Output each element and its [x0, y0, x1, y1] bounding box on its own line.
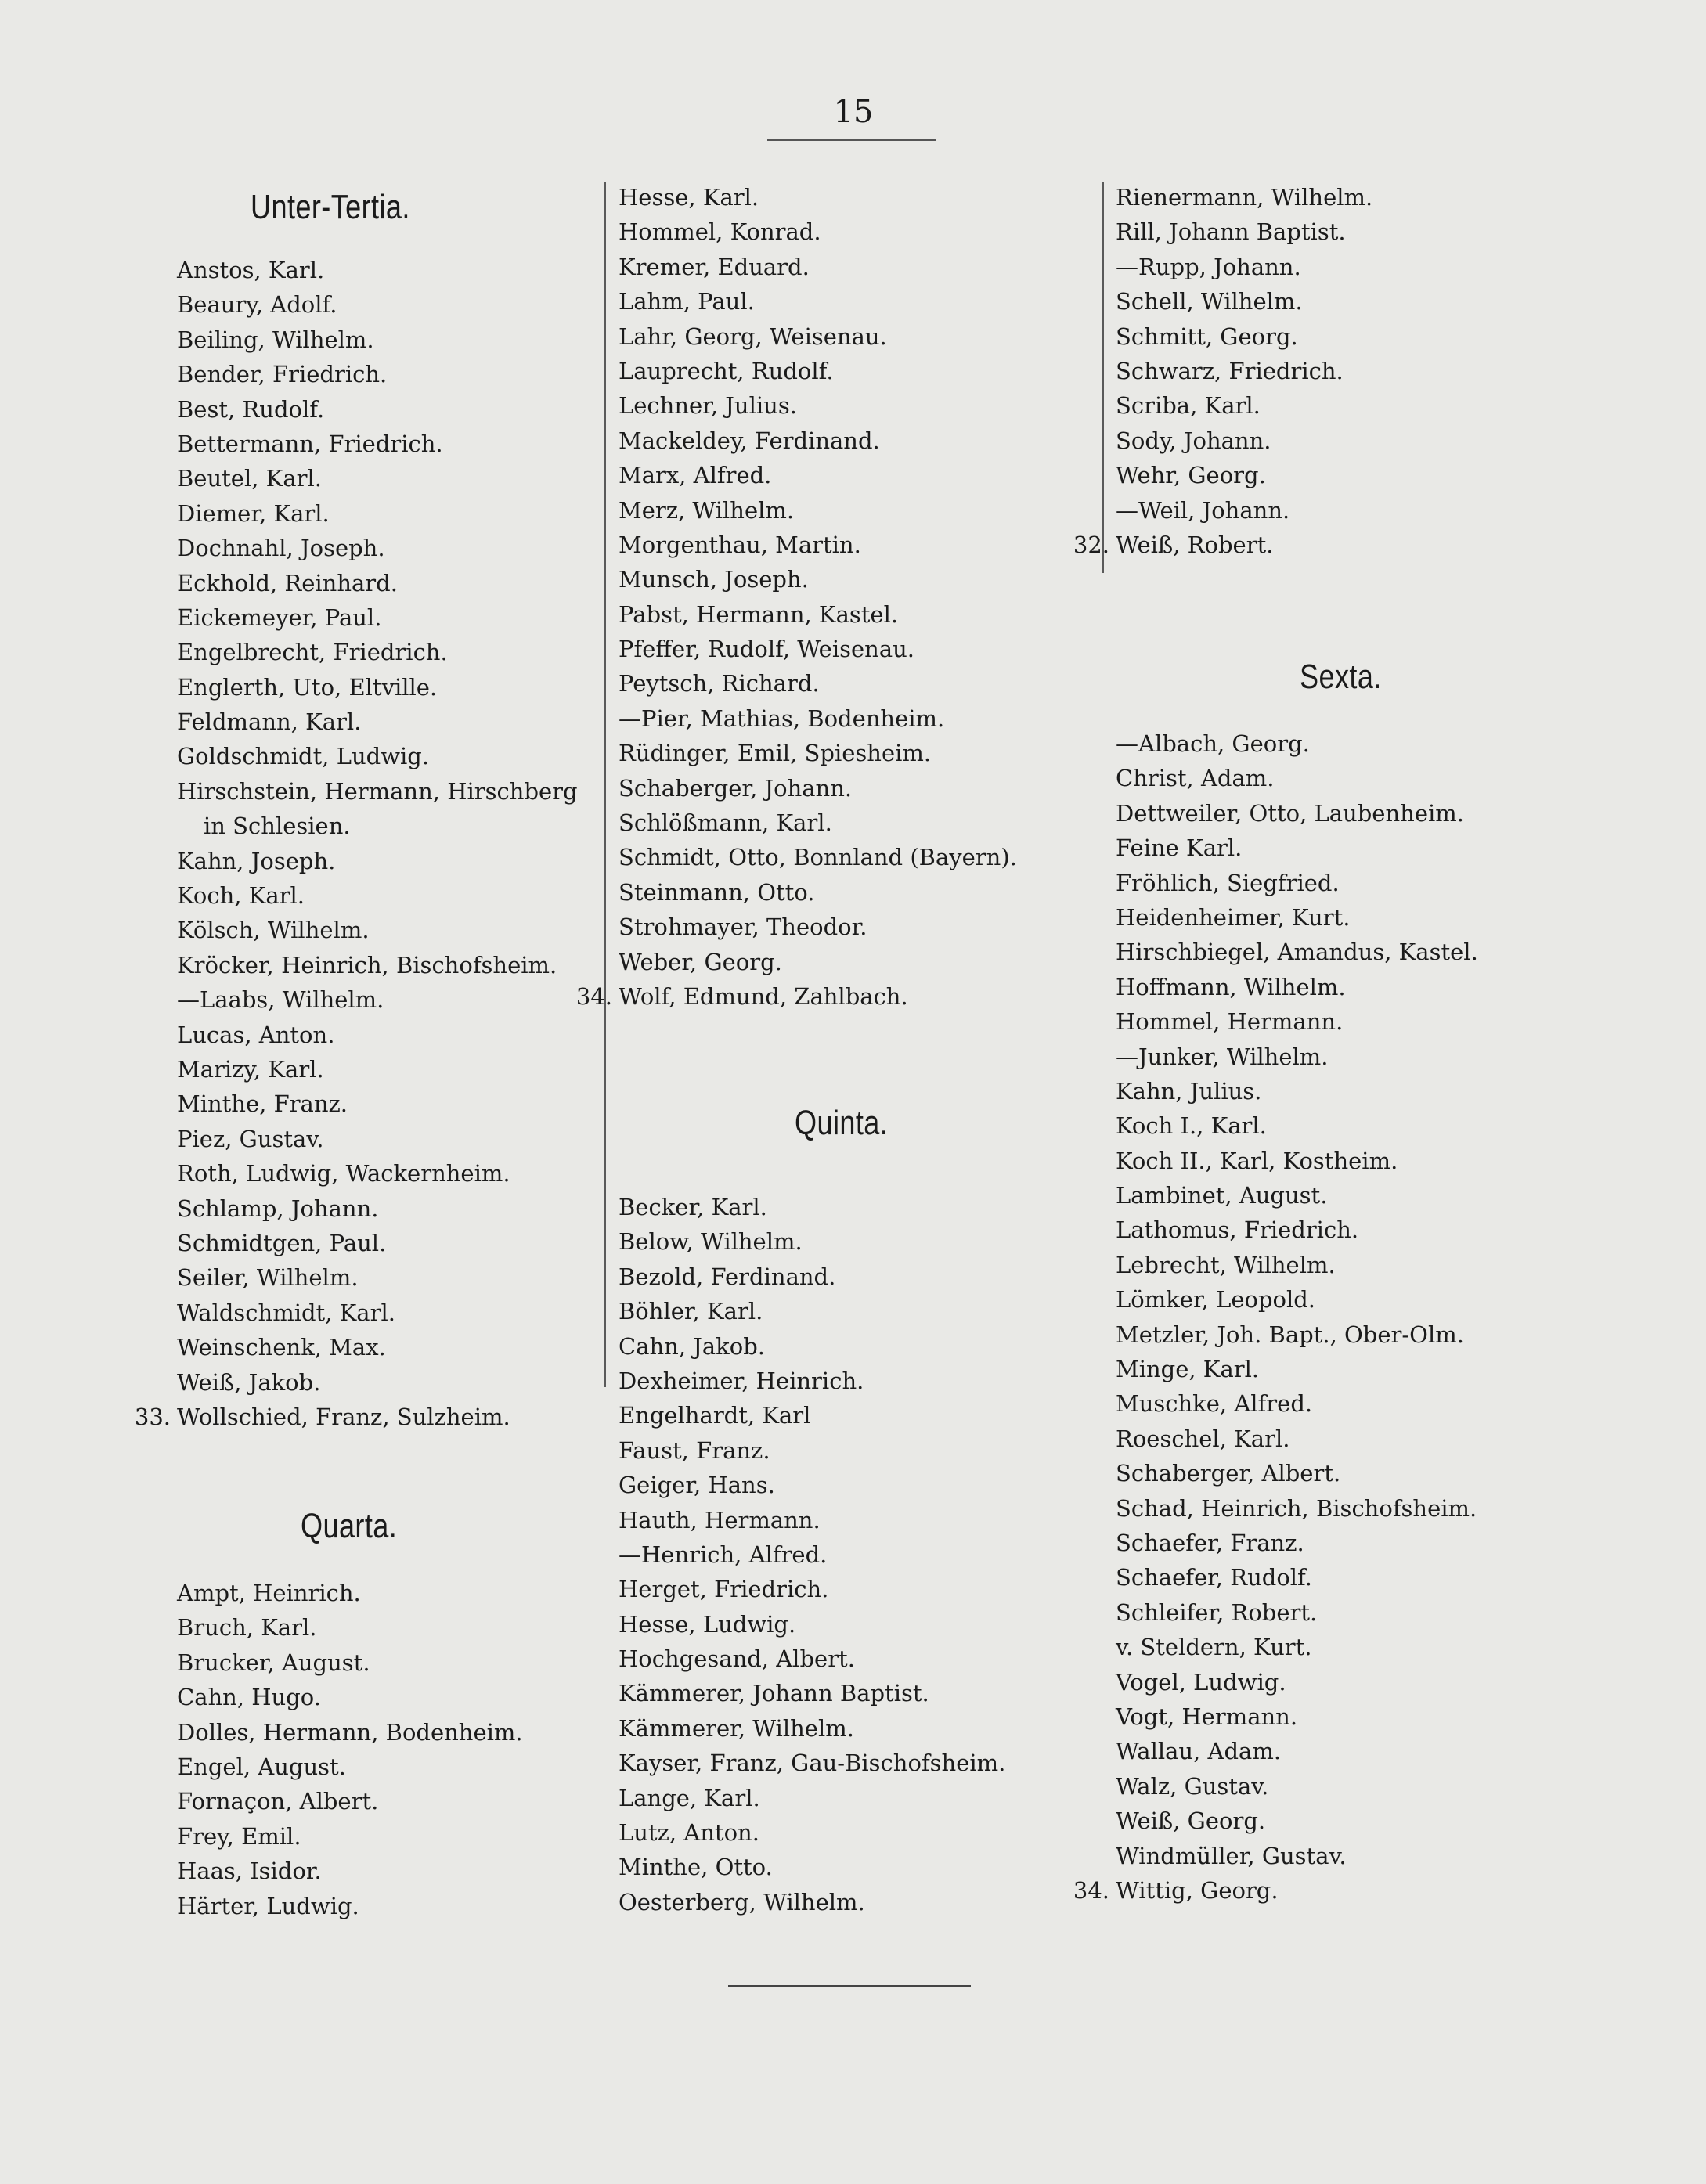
list-item: [567, 1572, 1037, 1606]
student-name: Schmidt, Otto, Bonnland (Bayern).: [619, 844, 1017, 871]
list-item: [1064, 1526, 1534, 1560]
student-name: Cahn, Hugo.: [177, 1684, 321, 1711]
list-item: [567, 1398, 1037, 1433]
list-item: [567, 1468, 1037, 1502]
list-item: [125, 1784, 595, 1818]
list-item: [125, 1750, 595, 1784]
student-name: Wehr, Georg.: [1116, 462, 1266, 489]
list-item: [125, 1365, 595, 1400]
list-item: [1064, 1386, 1534, 1421]
student-name: Kahn, Julius.: [1116, 1077, 1262, 1105]
student-name: Lahr, Georg, Weisenau.: [619, 323, 887, 350]
student-name: Weiß, Robert.: [1116, 531, 1274, 558]
list-item: [567, 388, 1037, 423]
student-name: Englerth, Uto, Eltville.: [177, 673, 438, 701]
list-item: [1064, 1074, 1534, 1108]
list-item: [125, 739, 595, 773]
student-name: Eickemeyer, Paul.: [177, 604, 382, 631]
student-name: Dochnahl, Joseph.: [177, 535, 385, 562]
list-item: [1064, 1873, 1534, 1908]
student-name: Marx, Alfred.: [619, 462, 772, 489]
list-item: [567, 458, 1037, 492]
student-name: Ampt, Heinrich.: [177, 1580, 361, 1606]
list-item: [1064, 354, 1534, 388]
student-name: Below, Wilhelm.: [619, 1228, 803, 1256]
section-title-quinta: Quinta.: [795, 1104, 889, 1142]
student-name: Feldmann, Karl.: [177, 708, 362, 736]
list-item: [125, 1715, 595, 1750]
student-name: Weiß, Georg.: [1116, 1807, 1266, 1835]
list-item: [567, 1676, 1037, 1710]
list-item: [1064, 1665, 1534, 1699]
list-item: [567, 666, 1037, 701]
list-item: [125, 670, 595, 705]
student-name: Rüdinger, Emil, Spiesheim.: [619, 740, 932, 767]
student-name: Bezold, Ferdinand.: [619, 1263, 836, 1290]
list-item: [125, 1191, 595, 1226]
student-name: Geiger, Hans.: [619, 1472, 775, 1499]
list-item: [125, 566, 595, 600]
list-item: [1064, 423, 1534, 458]
entry-count: 34.: [575, 982, 612, 1010]
student-name: Rill, Johann Baptist.: [1116, 218, 1346, 246]
list-item: [567, 354, 1037, 388]
student-name: Piez, Gustav.: [177, 1125, 324, 1152]
student-name: Schlößmann, Karl.: [619, 809, 832, 837]
student-name: Faust, Franz.: [619, 1436, 770, 1464]
student-name: Beutel, Karl.: [177, 465, 322, 492]
name-list-unter-tertia: [125, 253, 595, 1434]
student-name: Schlamp, Johann.: [177, 1195, 379, 1222]
list-item: [1064, 1144, 1534, 1178]
list-item: [1064, 831, 1534, 865]
student-name: Herget, Friedrich.: [619, 1576, 829, 1603]
student-name: Schwarz, Friedrich.: [1116, 357, 1344, 384]
list-item: [567, 840, 1037, 874]
list-item: [567, 736, 1037, 770]
student-name: Scriba, Karl.: [1116, 392, 1261, 420]
student-name: Bruch, Karl.: [177, 1614, 317, 1642]
list-item: [567, 1815, 1037, 1850]
list-item: [125, 427, 595, 461]
student-name: Lange, Karl.: [619, 1784, 760, 1811]
list-item: [125, 1156, 595, 1191]
student-name: Kröcker, Heinrich, Bischofsheim.: [177, 951, 557, 978]
name-list-quarta-continued: [1064, 180, 1534, 562]
student-name: Mackeldey, Ferdinand.: [619, 427, 880, 454]
student-name: Lömker, Leopold.: [1116, 1286, 1316, 1314]
list-item: [1064, 1560, 1534, 1595]
student-name: Roth, Ludwig, Wackernheim.: [177, 1160, 510, 1188]
student-name: Koch, Karl.: [177, 882, 305, 910]
student-name: Vogt, Hermann.: [1116, 1703, 1298, 1730]
student-name: Schleifer, Robert.: [1116, 1598, 1318, 1626]
student-name: Dolles, Hermann, Bodenheim.: [177, 1718, 523, 1746]
student-name: Schmitt, Georg.: [1116, 323, 1298, 350]
list-item: [1064, 319, 1534, 354]
student-name: Marizy, Karl.: [177, 1055, 324, 1083]
list-item: [1064, 796, 1534, 831]
list-item: [125, 392, 595, 427]
student-name: Schaefer, Franz.: [1116, 1529, 1304, 1556]
list-item: [125, 1122, 595, 1156]
student-name: Hochgesand, Albert.: [619, 1645, 855, 1673]
list-item: [125, 1400, 595, 1434]
entry-count: 33.: [134, 1403, 171, 1430]
list-item: [567, 1190, 1037, 1224]
student-name: Hoffmann, Wilhelm.: [1116, 973, 1346, 1000]
student-name: Hauth, Hermann.: [619, 1506, 821, 1533]
student-name: Hommel, Hermann.: [1116, 1008, 1344, 1036]
list-item: [567, 319, 1037, 354]
student-name: Schmidtgen, Paul.: [177, 1229, 387, 1256]
student-name: Kayser, Franz, Gau-Bischofsheim.: [619, 1750, 1006, 1777]
list-item: [567, 493, 1037, 528]
list-item: [125, 844, 595, 878]
student-name: Haas, Isidor.: [177, 1858, 322, 1885]
student-name: Kölsch, Wilhelm.: [177, 917, 370, 944]
student-name: Eckhold, Reinhard.: [177, 569, 398, 596]
student-name: Beaury, Adolf.: [177, 291, 337, 319]
student-name: Steinmann, Otto.: [619, 878, 815, 906]
student-name: Hommel, Konrad.: [619, 218, 821, 246]
student-name: v. Steldern, Kurt.: [1116, 1634, 1312, 1661]
list-item: [125, 809, 595, 843]
student-name: Bettermann, Friedrich.: [177, 430, 443, 457]
list-item: [567, 771, 1037, 805]
list-item: [125, 253, 595, 287]
name-list-ober-tertia-continued: [567, 180, 1037, 1014]
student-name: Minthe, Otto.: [619, 1854, 773, 1881]
student-name: Fornaçon, Albert.: [177, 1788, 379, 1815]
student-name: Feine Karl.: [1116, 834, 1243, 862]
list-item: [567, 1850, 1037, 1884]
student-name: Lebrecht, Wilhelm.: [1116, 1251, 1336, 1278]
student-name: Wolf, Edmund, Zahlbach.: [619, 982, 908, 1010]
student-name: —Pier, Mathias, Bodenheim.: [619, 705, 945, 732]
list-item: [1064, 1734, 1534, 1768]
list-item: [1064, 1595, 1534, 1630]
student-name: Best, Rudolf.: [177, 395, 325, 423]
student-name: Windmüller, Gustav.: [1116, 1842, 1347, 1869]
list-item: [125, 1819, 595, 1854]
list-item: [567, 1607, 1037, 1642]
list-item: [1064, 493, 1534, 528]
student-name: Seiler, Wilhelm.: [177, 1264, 359, 1292]
section-title-quarta: Quarta.: [301, 1507, 398, 1545]
student-name: Lambinet, August.: [1116, 1182, 1328, 1209]
list-item: [125, 982, 595, 1017]
list-item: [1064, 250, 1534, 284]
student-name: Koch II., Karl, Kostheim.: [1116, 1147, 1398, 1174]
student-name: Weiß, Jakob.: [177, 1368, 321, 1396]
student-name: Roeschel, Karl.: [1116, 1425, 1290, 1452]
list-item: [567, 1642, 1037, 1676]
student-name: Sody, Johann.: [1116, 427, 1271, 454]
student-name: Hesse, Ludwig.: [619, 1610, 796, 1638]
list-item: [1064, 1213, 1534, 1247]
student-name: Becker, Karl.: [619, 1194, 767, 1220]
list-item: [567, 1294, 1037, 1328]
student-name: Fröhlich, Siegfried.: [1116, 869, 1340, 896]
name-list-sexta: [1064, 726, 1534, 1908]
list-item: [567, 805, 1037, 840]
student-name: Diemer, Karl.: [177, 499, 330, 527]
list-item: [1064, 458, 1534, 492]
student-name: Wallau, Adam.: [1116, 1738, 1282, 1765]
list-item: [1064, 726, 1534, 761]
name-list-quarta: [125, 1576, 595, 1923]
student-name: —Laabs, Wilhelm.: [177, 986, 384, 1014]
list-item: [567, 979, 1037, 1014]
list-item: [567, 1781, 1037, 1815]
student-name: Muschke, Alfred.: [1116, 1390, 1313, 1418]
student-name: Lahm, Paul.: [619, 288, 755, 315]
list-item: [567, 1364, 1037, 1398]
list-item: [1064, 1769, 1534, 1804]
list-item: [125, 1576, 595, 1610]
student-name: —Weil, Johann.: [1116, 496, 1290, 524]
header-rule: [767, 139, 936, 141]
list-item: [1064, 214, 1534, 249]
list-item: [125, 774, 595, 809]
list-item: [125, 287, 595, 322]
list-item: [1064, 1317, 1534, 1352]
list-item: [125, 1018, 595, 1052]
list-item: [567, 1711, 1037, 1746]
student-name: Schaberger, Albert.: [1116, 1460, 1341, 1487]
list-item: [567, 1503, 1037, 1537]
list-item: [1064, 1248, 1534, 1282]
list-item: [1064, 1804, 1534, 1838]
student-name: Engelbrecht, Friedrich.: [177, 639, 448, 666]
student-name: Goldschmidt, Ludwig.: [177, 743, 430, 770]
student-name: Christ, Adam.: [1116, 765, 1275, 792]
student-name: Koch I., Karl.: [1116, 1112, 1267, 1140]
student-name: Hirschstein, Hermann, Hirschberg: [177, 777, 578, 805]
entry-count: 34.: [1073, 1876, 1109, 1904]
list-item: [1064, 1178, 1534, 1213]
list-item: [125, 1610, 595, 1645]
list-item: [1064, 1004, 1534, 1039]
student-name: Brucker, August.: [177, 1649, 370, 1676]
list-item: [125, 635, 595, 669]
list-item: [125, 1087, 595, 1121]
student-name: Schell, Wilhelm.: [1116, 288, 1303, 315]
list-item: [1064, 1630, 1534, 1664]
student-name: Wollschied, Franz, Sulzheim.: [177, 1403, 510, 1430]
student-name: Dettweiler, Otto, Laubenheim.: [1116, 799, 1464, 827]
student-name: Walz, Gustav.: [1116, 1772, 1269, 1800]
list-item: [125, 705, 595, 739]
student-name: Merz, Wilhelm.: [619, 496, 795, 524]
student-name: —Henrich, Alfred.: [619, 1541, 828, 1568]
list-item: [567, 214, 1037, 249]
list-item: [1064, 1040, 1534, 1074]
student-name: —Albach, Georg.: [1116, 730, 1310, 757]
list-item: [567, 528, 1037, 562]
student-name: Schad, Heinrich, Bischofsheim.: [1116, 1494, 1477, 1522]
student-name: Munsch, Joseph.: [619, 566, 809, 593]
list-item: [567, 875, 1037, 910]
list-item: [125, 531, 595, 565]
student-name: Pabst, Hermann, Kastel.: [619, 600, 899, 628]
student-name: Peytsch, Richard.: [619, 670, 820, 697]
student-name: Vogel, Ludwig.: [1116, 1668, 1286, 1696]
name-list-quinta: [567, 1190, 1037, 1919]
student-name: Frey, Emil.: [177, 1822, 301, 1850]
list-item: [567, 1537, 1037, 1572]
student-name: Minge, Karl.: [1116, 1356, 1260, 1383]
list-item: [125, 461, 595, 496]
student-name: —Rupp, Johann.: [1116, 253, 1301, 280]
list-item: [567, 284, 1037, 319]
list-item: [125, 1296, 595, 1330]
student-name: Kämmerer, Wilhelm.: [619, 1714, 854, 1742]
list-item: [567, 1224, 1037, 1259]
list-item: [125, 1260, 595, 1295]
list-item: [567, 1260, 1037, 1294]
list-item: [125, 1226, 595, 1260]
list-item: [567, 562, 1037, 596]
student-name: Waldschmidt, Karl.: [177, 1299, 395, 1326]
student-name: Lauprecht, Rudolf.: [619, 357, 834, 384]
student-name: Schaefer, Rudolf.: [1116, 1564, 1312, 1591]
student-name: Kahn, Joseph.: [177, 847, 336, 874]
student-name: Dexheimer, Heinrich.: [619, 1367, 864, 1394]
student-name: Weinschenk, Max.: [177, 1334, 386, 1361]
list-item: [567, 597, 1037, 632]
student-name: Weber, Georg.: [619, 948, 782, 975]
list-item: [1064, 900, 1534, 935]
list-item: [1064, 761, 1534, 795]
student-name: Strohmayer, Theodor.: [619, 914, 867, 941]
list-item: [1064, 1699, 1534, 1734]
list-item: [125, 357, 595, 391]
student-name: —Junker, Wilhelm.: [1116, 1043, 1329, 1070]
list-item: [1064, 1839, 1534, 1873]
student-name: Oesterberg, Wilhelm.: [619, 1888, 865, 1916]
student-name: Härter, Ludwig.: [177, 1892, 359, 1919]
student-name: Kämmerer, Johann Baptist.: [619, 1680, 929, 1707]
list-item: [1064, 180, 1534, 214]
list-item: [567, 1885, 1037, 1919]
student-name: Lutz, Anton.: [619, 1819, 759, 1847]
list-item: [567, 910, 1037, 944]
list-item: [1064, 935, 1534, 969]
list-item: [125, 496, 595, 531]
student-name: Bender, Friedrich.: [177, 361, 388, 388]
list-item: [1064, 1456, 1534, 1490]
footer-rule: [728, 1985, 971, 1987]
student-name: Rienermann, Wilhelm.: [1116, 184, 1373, 211]
list-item: [567, 423, 1037, 458]
student-name: Cahn, Jakob.: [619, 1332, 765, 1360]
list-item: [567, 1433, 1037, 1468]
student-name: Wittig, Georg.: [1116, 1876, 1279, 1904]
section-title-unter-tertia: Unter-Tertia.: [251, 188, 410, 226]
list-item: [125, 1052, 595, 1087]
student-name: Hesse, Karl.: [619, 184, 759, 211]
list-item: [567, 701, 1037, 736]
list-item: [567, 1329, 1037, 1364]
student-name: Lechner, Julius.: [619, 392, 797, 420]
entry-count: 32.: [1073, 531, 1109, 558]
student-name: Lucas, Anton.: [177, 1021, 335, 1048]
list-item: [567, 632, 1037, 666]
list-item: [125, 1889, 595, 1923]
list-item: [125, 1680, 595, 1714]
student-name: Engelhardt, Karl: [619, 1402, 811, 1429]
list-item: [125, 1854, 595, 1888]
list-item: [125, 323, 595, 357]
student-name: Anstos, Karl.: [177, 257, 325, 283]
student-name: Lathomus, Friedrich.: [1116, 1216, 1359, 1244]
student-name: Böhler, Karl.: [619, 1298, 763, 1325]
list-item: [125, 1330, 595, 1364]
list-item: [567, 1746, 1037, 1780]
list-item: [567, 250, 1037, 284]
student-name: Engel, August.: [177, 1753, 346, 1780]
student-name: Hirschbiegel, Amandus, Kastel.: [1116, 939, 1478, 966]
list-item: [1064, 1282, 1534, 1317]
student-name: Metzler, Joh. Bapt., Ober-Olm.: [1116, 1321, 1464, 1348]
list-item: [1064, 866, 1534, 900]
student-name: Schaberger, Johann.: [619, 774, 853, 802]
student-name: Beiling, Wilhelm.: [177, 326, 374, 353]
list-item: [125, 878, 595, 913]
list-item: [1064, 388, 1534, 423]
student-name: Pfeffer, Rudolf, Weisenau.: [619, 636, 915, 663]
section-title-sexta: Sexta.: [1300, 658, 1382, 696]
list-item: [567, 945, 1037, 979]
list-item: [125, 948, 595, 982]
student-name: Minthe, Franz.: [177, 1090, 348, 1118]
list-item: [125, 1645, 595, 1680]
student-name: in Schlesien.: [204, 813, 351, 840]
list-item: [1064, 284, 1534, 319]
list-item: [567, 180, 1037, 214]
list-item: [125, 913, 595, 947]
list-item: [1064, 1108, 1534, 1143]
list-item: [1064, 1491, 1534, 1526]
list-item: [1064, 1352, 1534, 1386]
page-number: 15: [833, 94, 874, 130]
list-item: [1064, 1422, 1534, 1456]
student-name: Heidenheimer, Kurt.: [1116, 903, 1351, 931]
student-name: Morgenthau, Martin.: [619, 531, 861, 558]
list-item: [125, 600, 595, 635]
student-name: Kremer, Eduard.: [619, 253, 810, 280]
list-item: [1064, 970, 1534, 1004]
list-item: [1064, 528, 1534, 562]
